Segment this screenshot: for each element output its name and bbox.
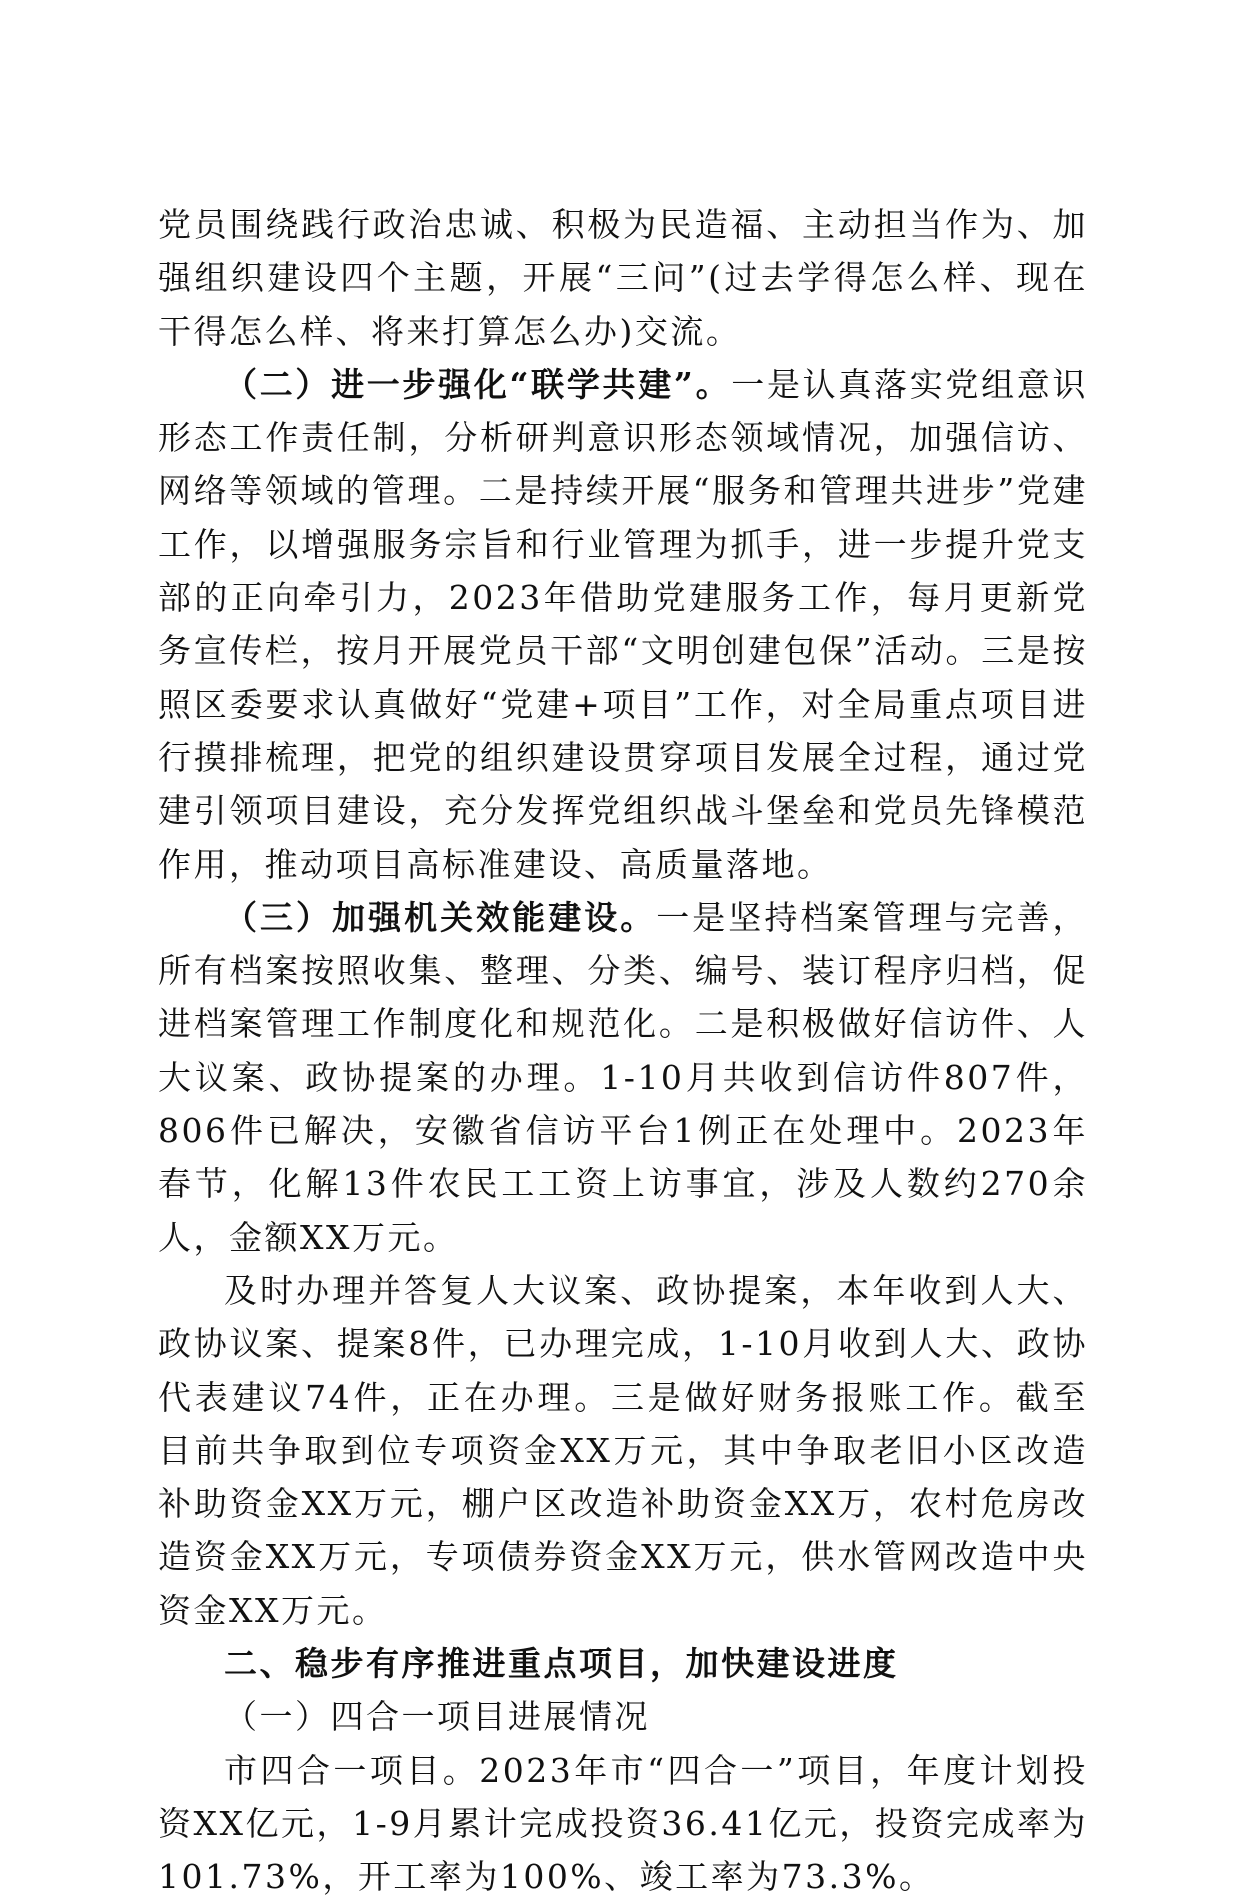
paragraph-lead: （二）进一步强化“联学共建”。	[224, 364, 732, 404]
paragraph-party-members	[158, 198, 1088, 358]
paragraph-text: 及时办理并答复人大议案、政协提案，本年收到人大、政协议案、提案8件，已办理完成，1-10月收到人大、政协代表建议74件，正在办理。三是做好财务报账工作。截至目前共争取到位专项资金XX万元，其中争取老旧小区改造补助资金XX万元，棚户区改造补助资金XX万，农村危房改造资金XX万元，专项债券资金XX万元，供水管网改造中央资金XX万元。	[158, 1270, 1088, 1630]
paragraph-text: 一是坚持档案管理与完善，所有档案按照收集、整理、分类、编号、装订程序归档，促进档案管理工作制度化和规范化。二是积极做好信访件、人大议案、政协提案的办理。1-10月共收到信访件807件，806件已解决，安徽省信访平台1例正在处理中。2023年春节，化解13件农民工工资上访事宜，涉及人数约270余人，金额XX万元。	[158, 897, 1089, 1257]
sub-heading: （一）四合一项目进展情况	[224, 1697, 650, 1737]
paragraph-lead: （三）加强机关效能建设。	[224, 897, 657, 937]
paragraph-text: 市四合一项目。2023年市“四合一”项目，年度计划投资XX亿元，1-9月累计完成投资36.41亿元，投资完成率为101.73%，开工率为100%、竣工率为73.3%。	[158, 1750, 1088, 1897]
paragraph-joint-study	[158, 358, 1088, 891]
paragraph-efficiency	[158, 891, 1088, 1264]
paragraph-proposals	[158, 1264, 1088, 1637]
section-heading: 二、稳步有序推进重点项目，加快建设进度	[224, 1644, 899, 1684]
paragraph-text: 党员围绕践行政治忠诚、积极为民造福、主动担当作为、加强组织建设四个主题，开展“三问”(过去学得怎么样、现在干得怎么样、将来打算怎么办)交流。	[158, 205, 1088, 351]
paragraph-text: 一是认真落实党组意识形态工作责任制，分析研判意识形态领域情况，加强信访、网络等领域的管理。二是持续开展“服务和管理共进步”党建工作，以增强服务宗旨和行业管理为抓手，进一步提升党支部的正向牵引力，2023年借助党建服务工作，每月更新党务宣传栏，按月开展党员干部“文明创建包保”活动。三是按照区委要求认真做好“党建+项目”工作，对全局重点项目进行摸排梳理，把党的组织建设贯穿项目发展全过程，通过党建引领项目建设，充分发挥党组织战斗堡垒和党员先锋模范作用，推动项目高标准建设、高质量落地。	[158, 364, 1088, 884]
document-body	[158, 198, 1088, 1904]
paragraph-four-in-one	[158, 1744, 1088, 1904]
